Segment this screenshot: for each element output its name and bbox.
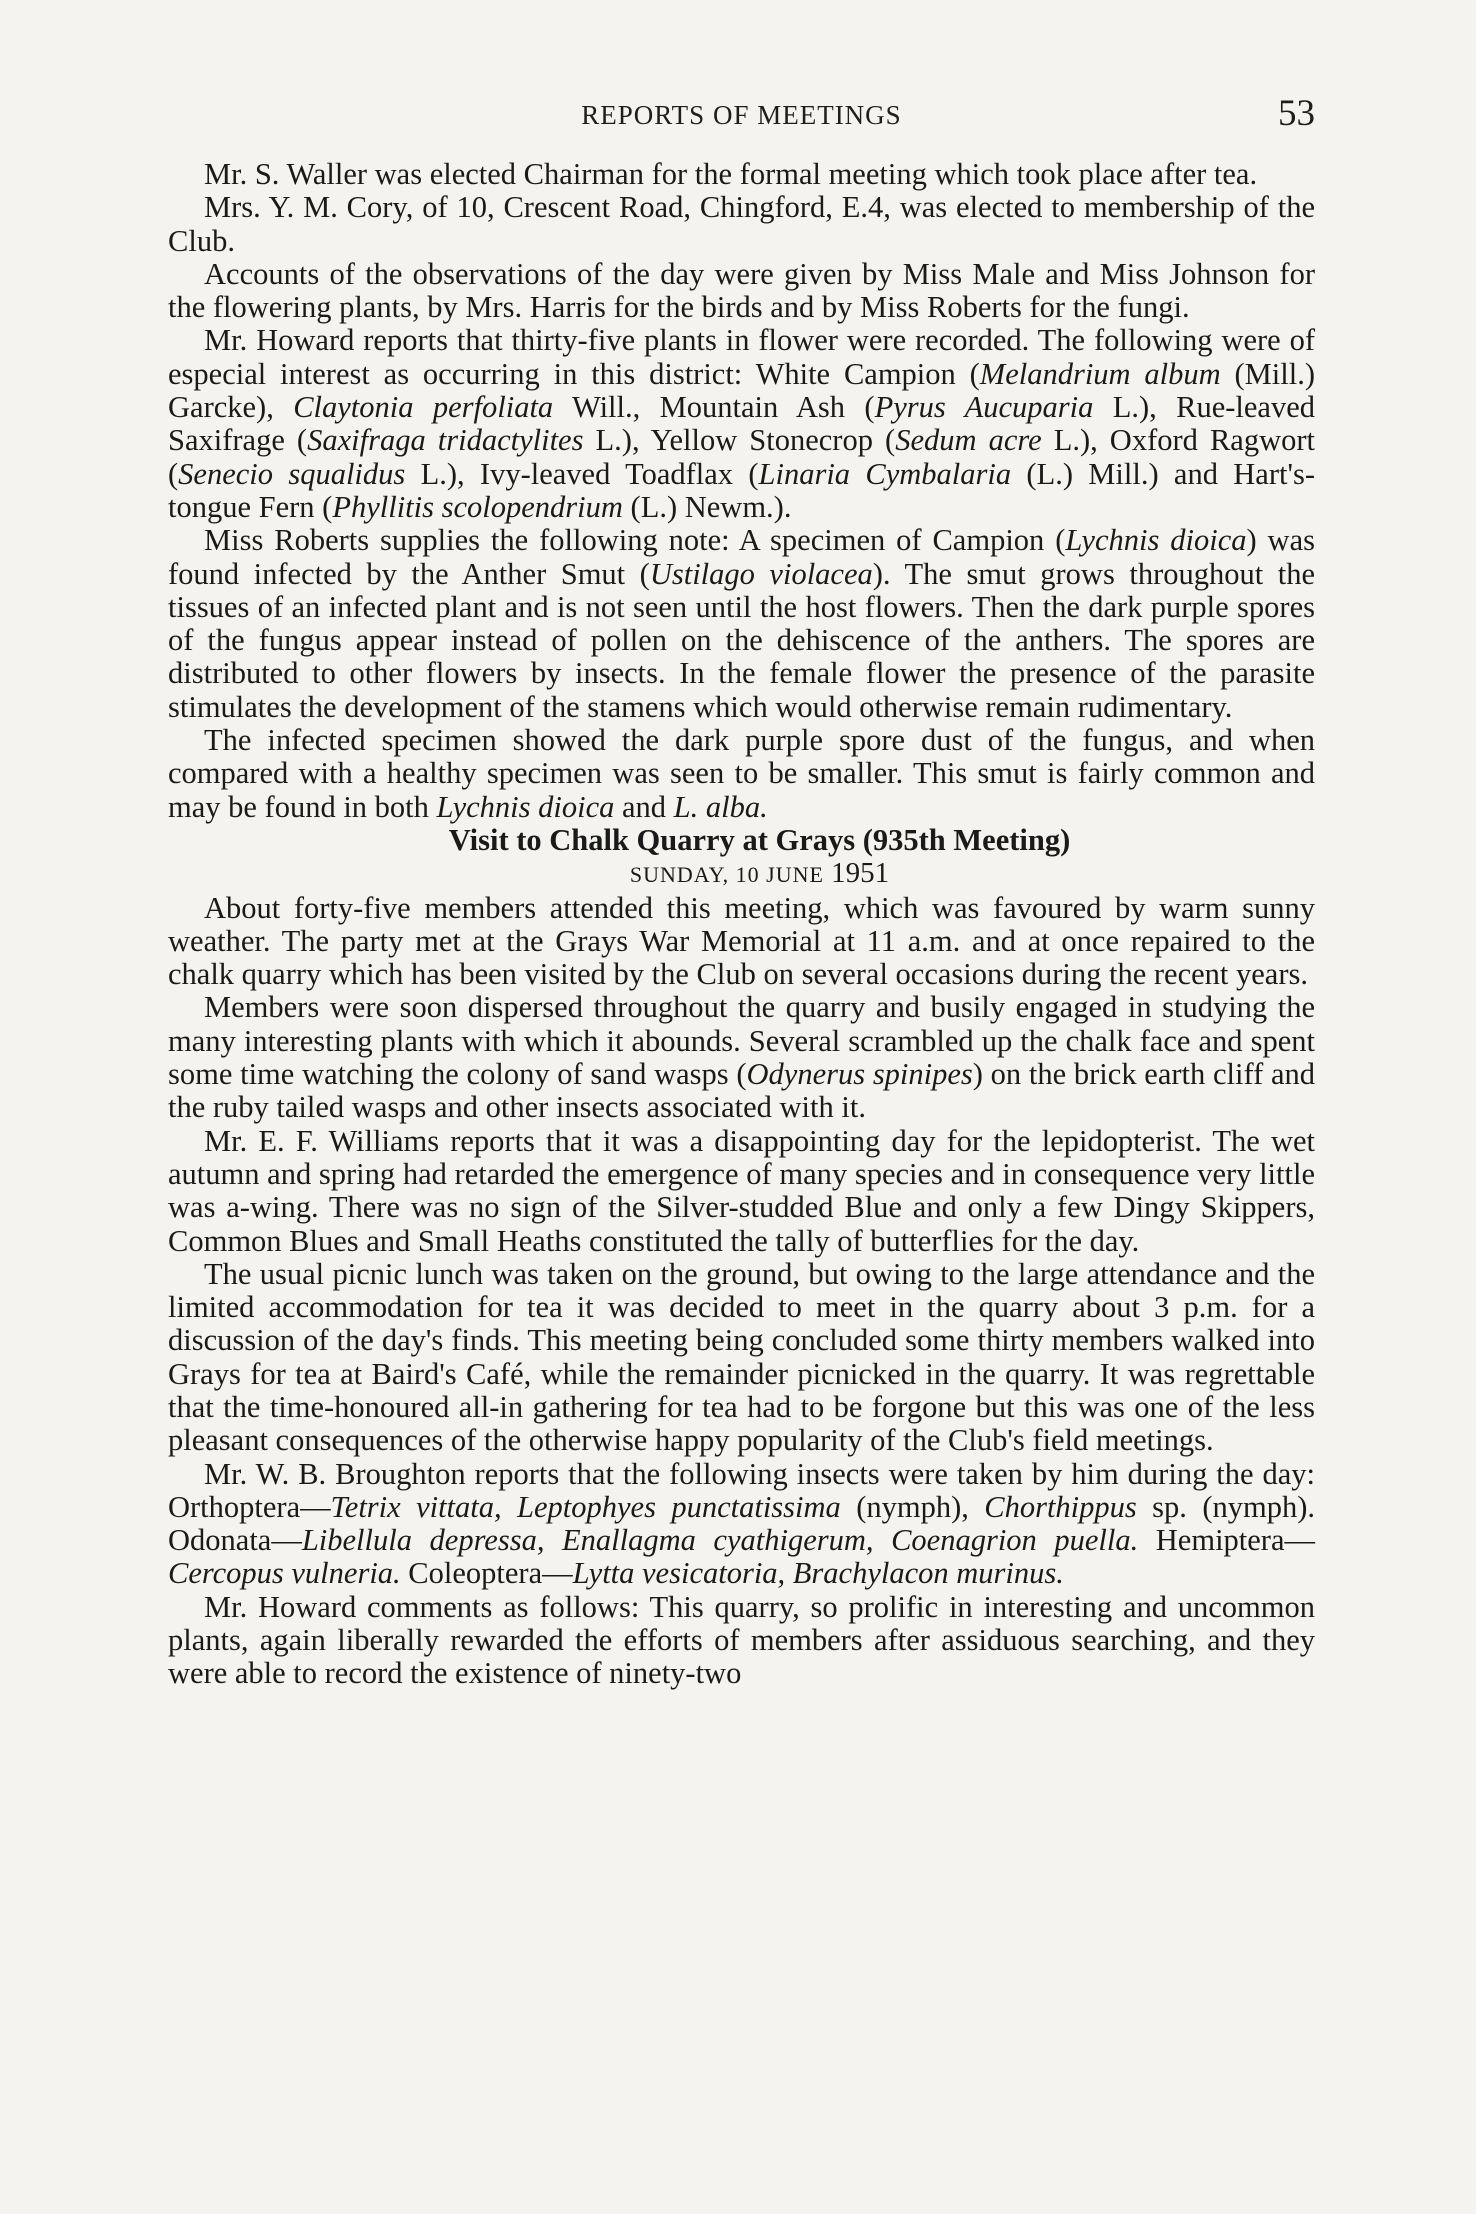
text-span: ) was found infected by the Anther Smut ( — [168, 523, 1315, 591]
text-span: (nymph), — [840, 1489, 985, 1524]
species-name: Libellula depressa, Enallagma cyathigerum, Coenagrion puella. — [301, 1523, 1139, 1558]
paragraph-membership: Mrs. Y. M. Cory, of 10, Crescent Road, Chingford, E.4, was elected to membership of the Club. — [168, 190, 1315, 258]
text-span: L.), Rue-leaved Saxifrage ( — [168, 390, 1315, 458]
species-name: Lychnis dioica — [436, 789, 615, 824]
paragraph-infected-specimen — [168, 724, 1315, 824]
species-name: Odynerus spinipes — [746, 1057, 973, 1092]
page-header — [168, 92, 1315, 142]
text-span: L.), Ivy-leaved Toadflax ( — [405, 456, 759, 491]
text-span: ). The smut grows throughout the tissues of an infected plant and is not seen until the host flowers. Then the dark purple spores of the fungus appear instead of pollen on the dehiscence of the anthers. The spores are distributed to other flowers by insects. In the female flower the presence of the parasite stimulates the development of the stamens which would otherwise remain rudimentary. — [168, 556, 1315, 724]
text-span: Mr. Howard reports that thirty-five plants in flower were recorded. The following were of especial interest as occurring in this district: White Campion ( — [168, 323, 1315, 391]
text-span: (L.) Newm.). — [622, 489, 792, 524]
species-name: Chorthippus — [984, 1489, 1137, 1524]
text-span: Miss Roberts supplies the following note: A specimen of Campion ( — [204, 523, 1066, 558]
paragraph-picnic-lunch: The usual picnic lunch was taken on the ground, but owing to the large attendance and the limited accommodation for tea it was decided to meet in the quarry about 3 p.m. for a discussion of the day's finds. This meeting being concluded some thirty members walked into Grays for tea at Baird's Café, while the remainder picnicked in the quarry. It was regrettable that the time-honoured all-in gathering for tea had to be forgone but this was one of the less pleasant consequences of the otherwise happy popularity of the Club's field meetings. — [168, 1256, 1315, 1458]
page-body — [168, 158, 1315, 1691]
species-name: Ustilago violacea — [649, 556, 873, 591]
paragraph-roberts-note — [168, 524, 1315, 724]
species-name: L. alba. — [673, 789, 768, 824]
date-year: 1951 — [823, 857, 890, 890]
text-span: ) on the brick earth cliff and the ruby tailed wasps and other insects associated with it. — [168, 1057, 1315, 1125]
text-span: sp. (nymph). Odonata— — [168, 1489, 1315, 1558]
species-name: Lytta vesicatoria, Brachylacon murinus. — [572, 1556, 1064, 1591]
species-name: Melandrium album — [979, 356, 1221, 391]
paragraph-accounts: Accounts of the observations of the day were given by Miss Male and Miss Johnson for the flowering plants, by Mrs. Harris for the birds and by Miss Roberts for the fungi. — [168, 256, 1315, 325]
running-head: REPORTS OF MEETINGS — [581, 100, 902, 130]
page-number: 53 — [1278, 93, 1315, 134]
paragraph-attendance: About forty-five members attended this meeting, which was favoured by warm sunny weather. The party met at the Grays War Memorial at 11 a.m. and at once repaired to the chalk quarry which has been visited by the Club on several occasions during the recent years. — [168, 890, 1315, 992]
paragraph-howard-plants — [168, 324, 1315, 524]
paragraph-williams-report: Mr. E. F. Williams reports that it was a disappointing day for the lepidopterist. The wet autumn and spring had retarded the emergence of many species and in consequence very little was a-wing. There was no sign of the Silver-studded Blue and only a few Dingy Skippers, Common Blues and Small Heaths constituted the tally of butterflies for the day. — [168, 1123, 1315, 1258]
section-date — [168, 857, 1315, 891]
species-name: Lychnis dioica — [1065, 523, 1247, 558]
species-name: Sedum acre — [895, 423, 1042, 458]
text-span: Hemiptera— — [1138, 1523, 1315, 1558]
species-name: Phyllitis scolopendrium — [332, 489, 623, 524]
paragraph-howard-comments: Mr. Howard comments as follows: This quarry, so prolific in interesting and uncommon plants, again liberally rewarded the efforts of members after assiduous searching, and they were able to record the existence of ninety-two — [168, 1589, 1315, 1691]
species-name: Claytonia perfoliata — [293, 390, 554, 425]
text-span: L.), Oxford Ragwort ( — [168, 423, 1315, 491]
species-name: Cercopus vulneria. — [168, 1556, 401, 1591]
species-name: Tetrix vittata, Leptophyes punctatissima — [330, 1489, 841, 1524]
paragraph-chairman: Mr. S. Waller was elected Chairman for the formal meeting which took place after tea. — [204, 157, 1258, 191]
text-span: Will., Mountain Ash ( — [553, 390, 875, 425]
paragraph-members-dispersed — [168, 991, 1315, 1124]
species-name: Pyrus Aucuparia — [874, 390, 1094, 425]
text-span: Members were soon dispersed throughout the quarry and busily engaged in studying the many interesting plants with which it abounds. Several scrambled up the chalk face and spent some time watching the colony of sand wasps ( — [168, 990, 1315, 1092]
text-span: and — [614, 789, 674, 824]
text-span: Mr. W. B. Broughton reports that the following insects were taken by him during the day: Orthoptera— — [168, 1456, 1315, 1524]
text-span: (L.) Mill.) and Hart's-tongue Fern ( — [168, 456, 1315, 524]
date-day: SUNDAY, 10 JUNE — [629, 862, 824, 888]
species-name: Saxifraga tridactylites — [307, 423, 584, 458]
paragraph-broughton-insects — [168, 1458, 1315, 1591]
text-span: L.), Yellow Stonecrop ( — [583, 423, 896, 458]
text-span: The infected specimen showed the dark purple spore dust of the fungus, and when compared with a healthy specimen was seen to be smaller. This smut is fairly common and may be found in both — [168, 723, 1315, 824]
species-name: Senecio squalidus — [178, 456, 406, 491]
section-title: Visit to Chalk Quarry at Grays (935th Meeting) — [448, 822, 1071, 857]
species-name: Linaria Cymbalaria — [758, 456, 1012, 491]
text-span: Coleoptera— — [400, 1556, 573, 1591]
text-span: (Mill.) Garcke), — [168, 356, 1315, 425]
